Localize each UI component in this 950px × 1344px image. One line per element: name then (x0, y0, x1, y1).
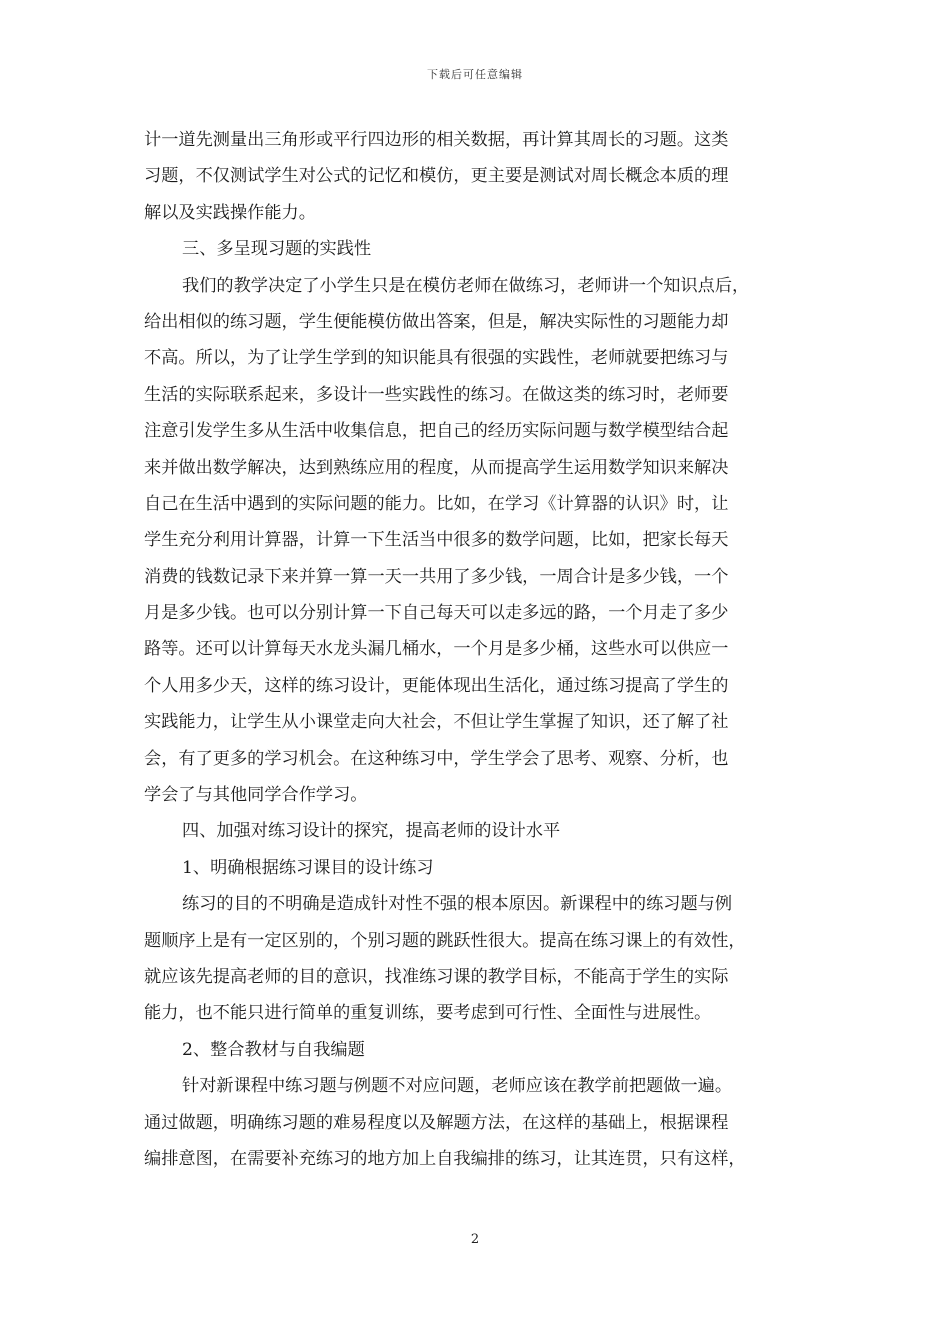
text-line: 来并做出数学解决，达到熟练应用的程度，从而提高学生运用数学知识来解决 (144, 457, 729, 478)
text-line: 题顺序上是有一定区别的，个别习题的跳跃性很大。提高在练习课上的有效性， (144, 930, 746, 951)
text-line: 实践能力，让学生从小课堂走向大社会，不但让学生掌握了知识，还了解了社 (144, 712, 729, 733)
text-line: 针对新课程中练习题与例题不对应问题，老师应该在教学前把题做一遍。 (182, 1076, 733, 1097)
text-line: 学会了与其他同学合作学习。 (144, 785, 368, 806)
text-line: 不高。所以，为了让学生学到的知识能具有很强的实践性，老师就要把练习与 (144, 348, 729, 369)
text-line: 自己在生活中遇到的实际问题的能力。比如，在学习《计算器的认识》时，让 (144, 493, 729, 514)
text-line: 能力，也不能只进行简单的重复训练，要考虑到可行性、全面性与进展性。 (144, 1003, 712, 1024)
text-line: 练习的目的不明确是造成针对性不强的根本原因。新课程中的练习题与例 (182, 894, 733, 915)
text-line: 四、加强对练习设计的探究，提高老师的设计水平 (182, 821, 561, 842)
text-line: 通过做题，明确练习题的难易程度以及解题方法，在这样的基础上，根据课程 (144, 1112, 729, 1133)
text-line: 给出相似的练习题，学生便能模仿做出答案，但是，解决实际性的习题能力却 (144, 311, 729, 332)
text-line: 学生充分利用计算器，计算一下生活当中很多的数学问题，比如，把家长每天 (144, 530, 729, 551)
page-number: 2 (470, 1232, 480, 1247)
text-line: 我们的教学决定了小学生只是在模仿老师在做练习，老师讲一个知识点后， (182, 275, 750, 296)
text-line: 月是多少钱。也可以分别计算一下自己每天可以走多远的路，一个月走了多少 (144, 603, 729, 624)
text-line: 1、明确根据练习课目的设计练习 (182, 857, 434, 878)
text-line: 会，有了更多的学习机会。在这种练习中，学生学会了思考、观察、分析，也 (144, 748, 729, 769)
text-line: 编排意图，在需要补充练习的地方加上自我编排的练习，让其连贯，只有这样， (144, 1148, 746, 1169)
text-line: 生活的实际联系起来，多设计一些实践性的练习。在做这类的练习时，老师要 (144, 384, 729, 405)
text-line: 个人用多少天，这样的练习设计，更能体现出生活化，通过练习提高了学生的 (144, 675, 729, 696)
text-line: 注意引发学生多从生活中收集信息，把自己的经历实际问题与数学模型结合起 (144, 421, 729, 442)
text-line: 就应该先提高老师的目的意识，找准练习课的教学目标，不能高于学生的实际 (144, 966, 729, 987)
text-line: 消费的钱数记录下来并算一算一天一共用了多少钱，一周合计是多少钱，一个 (144, 566, 729, 587)
text-line: 解以及实践操作能力。 (144, 202, 316, 223)
text-line: 习题，不仅测试学生对公式的记忆和模仿，更主要是测试对周长概念本质的理 (144, 166, 729, 187)
text-line: 2、整合教材与自我编题 (182, 1039, 365, 1060)
document-body (144, 122, 809, 1177)
text-line: 计一道先测量出三角形或平行四边形的相关数据，再计算其周长的习题。这类 (144, 130, 729, 150)
text-line: 路等。还可以计算每天水龙头漏几桶水，一个月是多少桶，这些水可以供应一 (144, 639, 729, 660)
page-header: 下载后可任意编辑 (427, 68, 523, 81)
text-line: 三、多呈现习题的实践性 (182, 239, 372, 260)
